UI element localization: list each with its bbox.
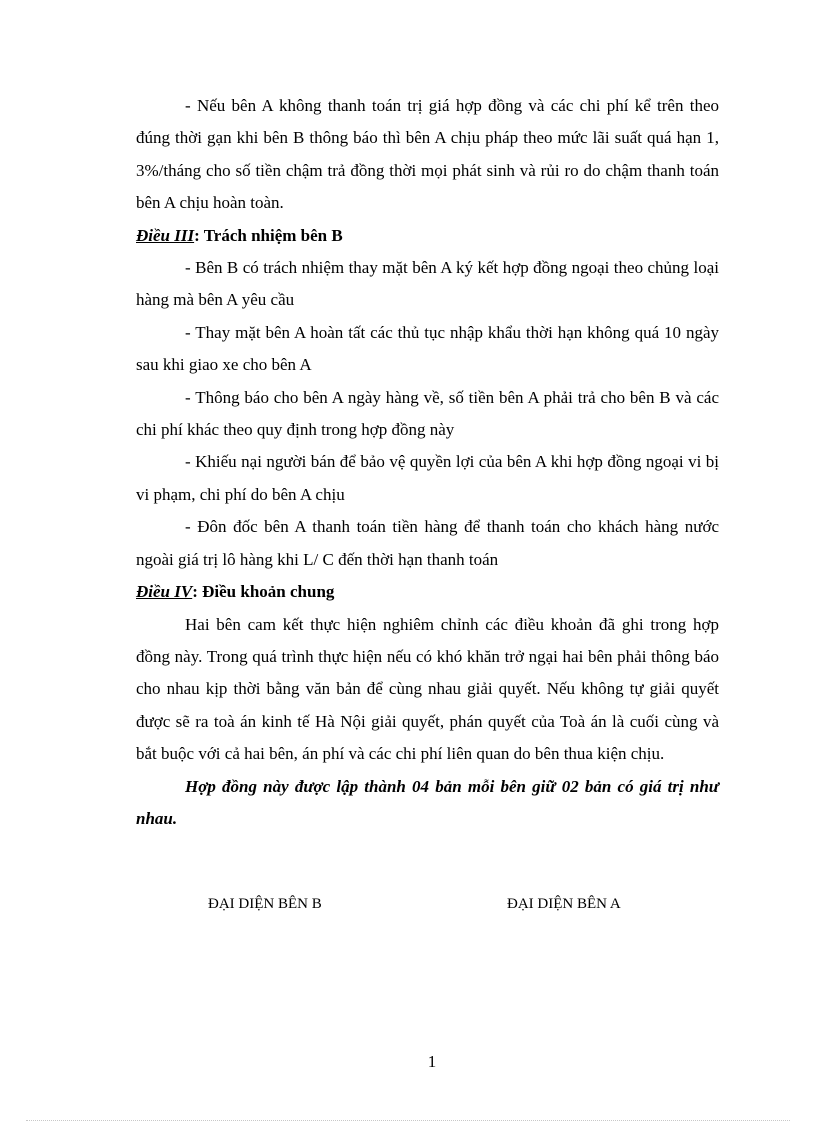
section-title: : Điều khoản chung bbox=[192, 582, 335, 602]
page-number: 1 bbox=[427, 1052, 437, 1071]
section-title: : Trách nhiệm bên B bbox=[194, 225, 343, 245]
signature-party-b: ĐẠI DIỆN BÊN B bbox=[208, 896, 322, 912]
document-body bbox=[136, 90, 719, 835]
list-item: - Đôn đốc bên A thanh toán tiền hàng để thanh toán cho khách hàng nước ngoài giá trị lô hàng khi L/ C đến thời hạn thanh toán bbox=[136, 517, 719, 569]
paragraph-general-terms: Hai bên cam kết thực hiện nghiêm chỉnh các điều khoản đã ghi trong hợp đồng này. Trong quá trình thực hiện nếu có khó khăn trở ngại hai bên phải thông báo cho nhau kịp thời bằng văn bản để cùng nhau giải quyết. Nếu không tự giải quyết được sẽ ra toà án kinh tế Hà Nội giải quyết, phán quyết của Toà án là cuối cùng và bắt buộc với cả hai bên, án phí và các chi phí liên quan do bên thua kiện chịu. bbox=[136, 614, 719, 764]
list-item: - Bên B có trách nhiệm thay mặt bên A ký kết hợp đồng ngoại theo chủng loại hàng mà bên A yêu cầu bbox=[136, 258, 719, 310]
signature-party-a: ĐẠI DIỆN BÊN A bbox=[507, 896, 621, 912]
list-item: - Thông báo cho bên A ngày hàng về, số tiền bên A phải trả cho bên B và các chi phí khác theo quy định trong hợp đồng này bbox=[136, 387, 719, 440]
footer-divider bbox=[26, 1120, 790, 1121]
paragraph-late-payment: - Nếu bên A không thanh toán trị giá hợp đồng và các chi phí kể trên theo đúng thời gạn khi bên B thông báo thì bên A chịu pháp theo mức lãi suất quá hạn 1, 3%/tháng cho số tiền chậm trả đồng thời mọi phát sinh và rủi ro do chậm thanh toán bên A chịu hoàn toàn. bbox=[136, 96, 719, 213]
section-heading-article-3 bbox=[136, 220, 719, 252]
list-item: - Thay mặt bên A hoàn tất các thủ tục nhập khẩu thời hạn không quá 10 ngày sau khi giao xe cho bên A bbox=[136, 322, 719, 375]
section-heading-article-4 bbox=[136, 576, 719, 608]
closing-statement: Hợp đồng này được lập thành 04 bản mỗi bên giữ 02 bản có giá trị như nhau. bbox=[136, 776, 719, 828]
section-label: Điều III bbox=[136, 225, 195, 245]
section-label: Điều IV bbox=[136, 582, 193, 602]
list-item: - Khiếu nại người bán để bảo vệ quyền lợi của bên A khi hợp đồng ngoại vi bị vi phạm, chi phí do bên A chịu bbox=[136, 452, 719, 504]
signature-row bbox=[0, 896, 816, 920]
